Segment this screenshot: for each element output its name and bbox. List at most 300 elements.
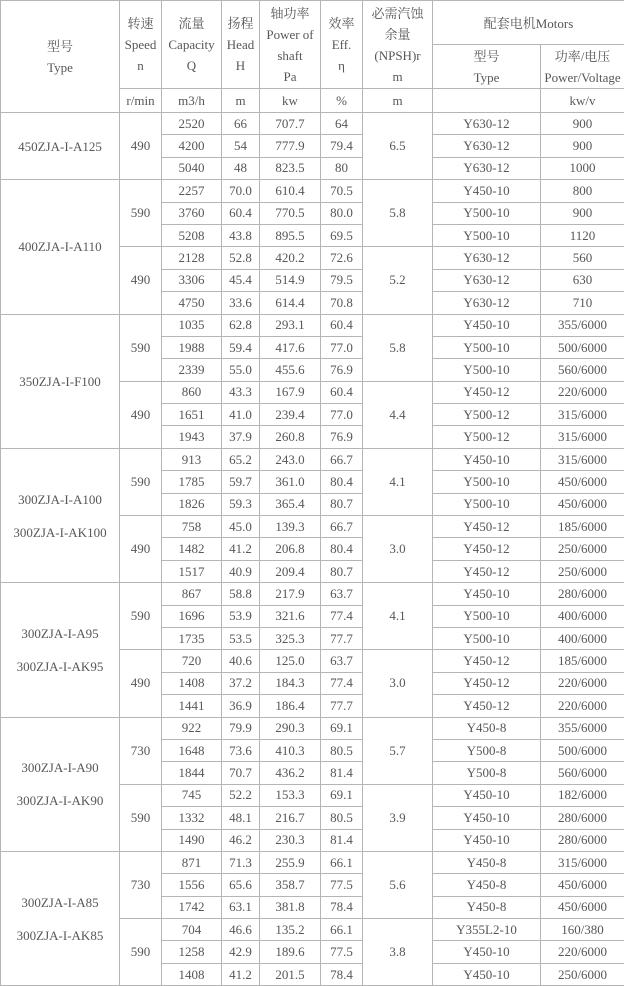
model-name: 300ZJA-I-A85 xyxy=(2,886,118,919)
shaft-power-cell: 135.2 xyxy=(260,919,321,941)
model-name: 300ZJA-I-AK95 xyxy=(2,650,118,683)
capacity-cell: 871 xyxy=(162,851,222,873)
head-cell: 45.0 xyxy=(222,516,260,538)
speed-cell: 590 xyxy=(120,784,162,851)
capacity-cell: 1988 xyxy=(162,336,222,358)
npsh-cell: 4.1 xyxy=(363,583,433,650)
shaft-power-cell: 290.3 xyxy=(260,717,321,739)
shaft-power-cell: 293.1 xyxy=(260,314,321,336)
capacity-cell: 1785 xyxy=(162,471,222,493)
shaft-power-cell: 455.6 xyxy=(260,359,321,381)
motor-type-cell: Y500-10 xyxy=(433,493,541,515)
efficiency-cell: 77.0 xyxy=(321,336,363,358)
head-cell: 46.6 xyxy=(222,919,260,941)
col-header-capacity xyxy=(162,1,222,89)
efficiency-cell: 70.8 xyxy=(321,292,363,314)
shaft-power-cell: 770.5 xyxy=(260,202,321,224)
motor-type-cell: Y500-10 xyxy=(433,627,541,649)
capacity-cell: 1742 xyxy=(162,896,222,918)
head-cell: 55.0 xyxy=(222,359,260,381)
motor-type-cell: Y450-12 xyxy=(433,560,541,582)
col-header-efficiency-en: Eff. xyxy=(322,34,361,55)
power-voltage-cell: 500/6000 xyxy=(541,739,624,761)
capacity-cell: 1408 xyxy=(162,672,222,694)
motor-type-cell: Y355L2-10 xyxy=(433,919,541,941)
capacity-cell: 745 xyxy=(162,784,222,806)
head-cell: 42.9 xyxy=(222,941,260,963)
head-cell: 40.9 xyxy=(222,560,260,582)
unit-motor-power-voltage: kw/v xyxy=(541,89,624,113)
col-header-motors-group: 配套电机Motors xyxy=(433,1,624,45)
shaft-power-cell: 201.5 xyxy=(260,963,321,985)
head-cell: 41.2 xyxy=(222,538,260,560)
col-header-npsh-en: (NPSH)r xyxy=(364,45,431,66)
efficiency-cell: 77.4 xyxy=(321,605,363,627)
motor-type-cell: Y630-12 xyxy=(433,247,541,269)
motor-type-cell: Y450-10 xyxy=(433,807,541,829)
head-cell: 58.8 xyxy=(222,583,260,605)
motor-type-cell: Y500-12 xyxy=(433,426,541,448)
model-cell xyxy=(1,717,120,851)
shaft-power-cell: 361.0 xyxy=(260,471,321,493)
capacity-cell: 1408 xyxy=(162,963,222,985)
power-voltage-cell: 315/6000 xyxy=(541,426,624,448)
col-header-speed-symbol: n xyxy=(121,55,160,76)
motor-type-cell: Y450-10 xyxy=(433,314,541,336)
efficiency-cell: 77.5 xyxy=(321,874,363,896)
capacity-cell: 3306 xyxy=(162,269,222,291)
shaft-power-cell: 239.4 xyxy=(260,404,321,426)
motor-type-cell: Y450-12 xyxy=(433,538,541,560)
power-voltage-cell: 280/6000 xyxy=(541,583,624,605)
shaft-power-cell: 243.0 xyxy=(260,448,321,470)
power-voltage-cell: 560/6000 xyxy=(541,762,624,784)
motor-type-cell: Y500-10 xyxy=(433,224,541,246)
shaft-power-cell: 139.3 xyxy=(260,516,321,538)
efficiency-cell: 78.4 xyxy=(321,963,363,985)
head-cell: 65.2 xyxy=(222,448,260,470)
efficiency-cell: 69.5 xyxy=(321,224,363,246)
col-header-shaft-power xyxy=(260,1,321,89)
shaft-power-cell: 514.9 xyxy=(260,269,321,291)
speed-cell: 590 xyxy=(120,919,162,986)
efficiency-cell: 78.4 xyxy=(321,896,363,918)
power-voltage-cell: 800 xyxy=(541,180,624,202)
capacity-cell: 5208 xyxy=(162,224,222,246)
npsh-cell: 5.8 xyxy=(363,314,433,381)
col-header-motor-pv-zh: 功率/电压 xyxy=(542,46,623,67)
unit-capacity: m3/h xyxy=(162,89,222,113)
power-voltage-cell: 185/6000 xyxy=(541,650,624,672)
unit-npsh: m xyxy=(363,89,433,113)
shaft-power-cell: 610.4 xyxy=(260,180,321,202)
capacity-cell: 1517 xyxy=(162,560,222,582)
col-header-speed xyxy=(120,1,162,89)
efficiency-cell: 66.7 xyxy=(321,516,363,538)
head-cell: 48.1 xyxy=(222,807,260,829)
efficiency-cell: 77.7 xyxy=(321,627,363,649)
motor-type-cell: Y450-10 xyxy=(433,583,541,605)
power-voltage-cell: 220/6000 xyxy=(541,381,624,403)
npsh-cell: 5.8 xyxy=(363,180,433,247)
power-voltage-cell: 400/6000 xyxy=(541,627,624,649)
efficiency-cell: 81.4 xyxy=(321,762,363,784)
speed-cell: 490 xyxy=(120,650,162,717)
capacity-cell: 1332 xyxy=(162,807,222,829)
efficiency-cell: 77.7 xyxy=(321,695,363,717)
npsh-cell: 4.4 xyxy=(363,381,433,448)
efficiency-cell: 80.5 xyxy=(321,739,363,761)
motor-type-cell: Y450-12 xyxy=(433,516,541,538)
unit-shaft-power: kw xyxy=(260,89,321,113)
head-cell: 71.3 xyxy=(222,851,260,873)
efficiency-cell: 80.0 xyxy=(321,202,363,224)
table-row xyxy=(1,113,624,135)
capacity-cell: 1556 xyxy=(162,874,222,896)
power-voltage-cell: 450/6000 xyxy=(541,471,624,493)
head-cell: 46.2 xyxy=(222,829,260,851)
speed-cell: 490 xyxy=(120,381,162,448)
speed-cell: 490 xyxy=(120,113,162,180)
col-header-model xyxy=(1,1,120,113)
motor-type-cell: Y450-12 xyxy=(433,695,541,717)
capacity-cell: 860 xyxy=(162,381,222,403)
col-header-speed-zh: 转速 xyxy=(121,13,160,34)
speed-cell: 590 xyxy=(120,583,162,650)
capacity-cell: 758 xyxy=(162,516,222,538)
capacity-cell: 720 xyxy=(162,650,222,672)
power-voltage-cell: 250/6000 xyxy=(541,560,624,582)
efficiency-cell: 66.1 xyxy=(321,851,363,873)
col-header-shaft-power-symbol: Pa xyxy=(261,66,319,87)
capacity-cell: 4750 xyxy=(162,292,222,314)
col-header-head-en: Head xyxy=(223,34,258,55)
efficiency-cell: 80.7 xyxy=(321,493,363,515)
efficiency-cell: 77.5 xyxy=(321,941,363,963)
model-name: 450ZJA-I-A125 xyxy=(2,130,118,163)
model-name: 300ZJA-I-AK85 xyxy=(2,919,118,952)
efficiency-cell: 66.1 xyxy=(321,919,363,941)
power-voltage-cell: 900 xyxy=(541,202,624,224)
model-name: 300ZJA-I-A90 xyxy=(2,751,118,784)
head-cell: 43.8 xyxy=(222,224,260,246)
efficiency-cell: 66.7 xyxy=(321,448,363,470)
power-voltage-cell: 450/6000 xyxy=(541,874,624,896)
unit-speed: r/min xyxy=(120,89,162,113)
motor-type-cell: Y450-10 xyxy=(433,448,541,470)
head-cell: 63.1 xyxy=(222,896,260,918)
head-cell: 52.8 xyxy=(222,247,260,269)
efficiency-cell: 79.4 xyxy=(321,135,363,157)
col-header-shaft-power-en2: shaft xyxy=(261,45,319,66)
motor-type-cell: Y450-12 xyxy=(433,381,541,403)
model-cell xyxy=(1,180,120,314)
model-cell xyxy=(1,113,120,180)
capacity-cell: 922 xyxy=(162,717,222,739)
capacity-cell: 1943 xyxy=(162,426,222,448)
efficiency-cell: 80 xyxy=(321,157,363,179)
power-voltage-cell: 315/6000 xyxy=(541,404,624,426)
power-voltage-cell: 220/6000 xyxy=(541,695,624,717)
motor-type-cell: Y500-10 xyxy=(433,605,541,627)
shaft-power-cell: 777.9 xyxy=(260,135,321,157)
shaft-power-cell: 206.8 xyxy=(260,538,321,560)
capacity-cell: 1648 xyxy=(162,739,222,761)
efficiency-cell: 64 xyxy=(321,113,363,135)
capacity-cell: 2128 xyxy=(162,247,222,269)
efficiency-cell: 77.4 xyxy=(321,672,363,694)
head-cell: 70.0 xyxy=(222,180,260,202)
table-row xyxy=(1,448,624,470)
power-voltage-cell: 710 xyxy=(541,292,624,314)
power-voltage-cell: 185/6000 xyxy=(541,516,624,538)
model-name: 300ZJA-I-A100 xyxy=(2,483,118,516)
motor-type-cell: Y500-10 xyxy=(433,336,541,358)
model-name: 400ZJA-I-A110 xyxy=(2,230,118,263)
efficiency-cell: 63.7 xyxy=(321,650,363,672)
power-voltage-cell: 450/6000 xyxy=(541,493,624,515)
head-cell: 41.0 xyxy=(222,404,260,426)
motor-type-cell: Y630-12 xyxy=(433,135,541,157)
head-cell: 45.4 xyxy=(222,269,260,291)
head-cell: 59.7 xyxy=(222,471,260,493)
capacity-cell: 1651 xyxy=(162,404,222,426)
motor-type-cell: Y500-12 xyxy=(433,404,541,426)
efficiency-cell: 76.9 xyxy=(321,359,363,381)
capacity-cell: 1844 xyxy=(162,762,222,784)
speed-cell: 730 xyxy=(120,717,162,784)
power-voltage-cell: 500/6000 xyxy=(541,336,624,358)
col-header-capacity-symbol: Q xyxy=(163,55,220,76)
speed-cell: 730 xyxy=(120,851,162,918)
power-voltage-cell: 160/380 xyxy=(541,919,624,941)
capacity-cell: 867 xyxy=(162,583,222,605)
power-voltage-cell: 280/6000 xyxy=(541,807,624,829)
capacity-cell: 704 xyxy=(162,919,222,941)
efficiency-cell: 70.5 xyxy=(321,180,363,202)
npsh-cell: 5.6 xyxy=(363,851,433,918)
head-cell: 43.3 xyxy=(222,381,260,403)
model-cell xyxy=(1,314,120,448)
power-voltage-cell: 220/6000 xyxy=(541,941,624,963)
power-voltage-cell: 560/6000 xyxy=(541,359,624,381)
table-row xyxy=(1,717,624,739)
col-header-shaft-power-zh: 轴功率 xyxy=(261,3,319,24)
head-cell: 53.9 xyxy=(222,605,260,627)
capacity-cell: 1735 xyxy=(162,627,222,649)
head-cell: 37.9 xyxy=(222,426,260,448)
capacity-cell: 1035 xyxy=(162,314,222,336)
model-cell xyxy=(1,448,120,582)
col-header-npsh xyxy=(363,1,433,89)
shaft-power-cell: 186.4 xyxy=(260,695,321,717)
head-cell: 37.2 xyxy=(222,672,260,694)
col-header-head-zh: 扬程 xyxy=(223,13,258,34)
model-name: 300ZJA-I-AK100 xyxy=(2,516,118,549)
model-name: 350ZJA-I-F100 xyxy=(2,365,118,398)
speed-cell: 490 xyxy=(120,247,162,314)
npsh-cell: 3.9 xyxy=(363,784,433,851)
col-header-model-en: Type xyxy=(2,57,118,78)
model-cell xyxy=(1,583,120,717)
capacity-cell: 4200 xyxy=(162,135,222,157)
efficiency-cell: 80.5 xyxy=(321,807,363,829)
col-header-motor-type-en: Type xyxy=(434,67,539,88)
power-voltage-cell: 315/6000 xyxy=(541,448,624,470)
speed-cell: 490 xyxy=(120,516,162,583)
unit-head: m xyxy=(222,89,260,113)
power-voltage-cell: 900 xyxy=(541,135,624,157)
npsh-cell: 4.1 xyxy=(363,448,433,515)
motor-type-cell: Y450-10 xyxy=(433,180,541,202)
table-row xyxy=(1,314,624,336)
shaft-power-cell: 216.7 xyxy=(260,807,321,829)
col-header-head-symbol: H xyxy=(223,55,258,76)
efficiency-cell: 79.5 xyxy=(321,269,363,291)
col-header-head xyxy=(222,1,260,89)
head-cell: 36.9 xyxy=(222,695,260,717)
motor-type-cell: Y630-12 xyxy=(433,269,541,291)
head-cell: 59.3 xyxy=(222,493,260,515)
power-voltage-cell: 900 xyxy=(541,113,624,135)
power-voltage-cell: 315/6000 xyxy=(541,851,624,873)
col-header-motor-power-voltage xyxy=(541,45,624,89)
shaft-power-cell: 417.6 xyxy=(260,336,321,358)
capacity-cell: 1490 xyxy=(162,829,222,851)
unit-efficiency: % xyxy=(321,89,363,113)
head-cell: 52.2 xyxy=(222,784,260,806)
motor-type-cell: Y450-10 xyxy=(433,829,541,851)
motor-type-cell: Y500-8 xyxy=(433,762,541,784)
shaft-power-cell: 436.2 xyxy=(260,762,321,784)
head-cell: 65.6 xyxy=(222,874,260,896)
efficiency-cell: 77.0 xyxy=(321,404,363,426)
motor-type-cell: Y500-10 xyxy=(433,471,541,493)
power-voltage-cell: 182/6000 xyxy=(541,784,624,806)
power-voltage-cell: 630 xyxy=(541,269,624,291)
shaft-power-cell: 823.5 xyxy=(260,157,321,179)
npsh-cell: 3.0 xyxy=(363,516,433,583)
model-name: 300ZJA-I-A95 xyxy=(2,617,118,650)
table-row xyxy=(1,180,624,202)
head-cell: 59.4 xyxy=(222,336,260,358)
table-header xyxy=(1,1,624,113)
shaft-power-cell: 325.3 xyxy=(260,627,321,649)
shaft-power-cell: 614.4 xyxy=(260,292,321,314)
power-voltage-cell: 220/6000 xyxy=(541,672,624,694)
power-voltage-cell: 450/6000 xyxy=(541,896,624,918)
col-header-capacity-en: Capacity xyxy=(163,34,220,55)
col-header-npsh-zh1: 必需汽蚀 xyxy=(364,3,431,24)
table-body xyxy=(1,113,624,986)
capacity-cell: 5040 xyxy=(162,157,222,179)
head-cell: 33.6 xyxy=(222,292,260,314)
head-cell: 79.9 xyxy=(222,717,260,739)
efficiency-cell: 69.1 xyxy=(321,784,363,806)
shaft-power-cell: 260.8 xyxy=(260,426,321,448)
efficiency-cell: 80.4 xyxy=(321,538,363,560)
shaft-power-cell: 410.3 xyxy=(260,739,321,761)
motor-type-cell: Y450-10 xyxy=(433,784,541,806)
capacity-cell: 2520 xyxy=(162,113,222,135)
shaft-power-cell: 321.6 xyxy=(260,605,321,627)
capacity-cell: 913 xyxy=(162,448,222,470)
power-voltage-cell: 1120 xyxy=(541,224,624,246)
col-header-shaft-power-en1: Power of xyxy=(261,24,319,45)
motor-type-cell: Y500-10 xyxy=(433,202,541,224)
capacity-cell: 2339 xyxy=(162,359,222,381)
head-cell: 60.4 xyxy=(222,202,260,224)
motor-type-cell: Y630-12 xyxy=(433,113,541,135)
head-cell: 70.7 xyxy=(222,762,260,784)
power-voltage-cell: 355/6000 xyxy=(541,717,624,739)
shaft-power-cell: 125.0 xyxy=(260,650,321,672)
npsh-cell: 5.7 xyxy=(363,717,433,784)
head-cell: 66 xyxy=(222,113,260,135)
efficiency-cell: 63.7 xyxy=(321,583,363,605)
motor-type-cell: Y450-12 xyxy=(433,650,541,672)
motor-type-cell: Y450-8 xyxy=(433,896,541,918)
motor-type-cell: Y450-8 xyxy=(433,717,541,739)
npsh-cell: 6.5 xyxy=(363,113,433,180)
efficiency-cell: 76.9 xyxy=(321,426,363,448)
efficiency-cell: 60.4 xyxy=(321,314,363,336)
efficiency-cell: 69.1 xyxy=(321,717,363,739)
npsh-cell: 3.8 xyxy=(363,919,433,986)
col-header-motor-type-zh: 型号 xyxy=(434,46,539,67)
shaft-power-cell: 365.4 xyxy=(260,493,321,515)
power-voltage-cell: 400/6000 xyxy=(541,605,624,627)
speed-cell: 590 xyxy=(120,314,162,381)
capacity-cell: 1441 xyxy=(162,695,222,717)
efficiency-cell: 81.4 xyxy=(321,829,363,851)
capacity-cell: 1482 xyxy=(162,538,222,560)
model-name: 300ZJA-I-AK90 xyxy=(2,784,118,817)
speed-cell: 590 xyxy=(120,180,162,247)
shaft-power-cell: 895.5 xyxy=(260,224,321,246)
speed-cell: 590 xyxy=(120,448,162,515)
head-cell: 41.2 xyxy=(222,963,260,985)
capacity-cell: 2257 xyxy=(162,180,222,202)
shaft-power-cell: 420.2 xyxy=(260,247,321,269)
power-voltage-cell: 1000 xyxy=(541,157,624,179)
col-header-motor-type xyxy=(433,45,541,89)
npsh-cell: 3.0 xyxy=(363,650,433,717)
head-cell: 48 xyxy=(222,157,260,179)
efficiency-cell: 80.7 xyxy=(321,560,363,582)
col-header-npsh-symbol: m xyxy=(364,66,431,87)
motor-type-cell: Y500-10 xyxy=(433,359,541,381)
efficiency-cell: 80.4 xyxy=(321,471,363,493)
col-header-capacity-zh: 流量 xyxy=(163,13,220,34)
capacity-cell: 3760 xyxy=(162,202,222,224)
shaft-power-cell: 217.9 xyxy=(260,583,321,605)
col-header-speed-en: Speed xyxy=(121,34,160,55)
power-voltage-cell: 560 xyxy=(541,247,624,269)
shaft-power-cell: 184.3 xyxy=(260,672,321,694)
col-header-model-zh: 型号 xyxy=(2,36,118,57)
head-cell: 54 xyxy=(222,135,260,157)
col-header-efficiency-symbol: η xyxy=(322,55,361,76)
motor-type-cell: Y450-10 xyxy=(433,963,541,985)
table-row xyxy=(1,851,624,873)
motor-type-cell: Y450-8 xyxy=(433,851,541,873)
shaft-power-cell: 167.9 xyxy=(260,381,321,403)
capacity-cell: 1826 xyxy=(162,493,222,515)
power-voltage-cell: 355/6000 xyxy=(541,314,624,336)
efficiency-cell: 60.4 xyxy=(321,381,363,403)
shaft-power-cell: 230.3 xyxy=(260,829,321,851)
